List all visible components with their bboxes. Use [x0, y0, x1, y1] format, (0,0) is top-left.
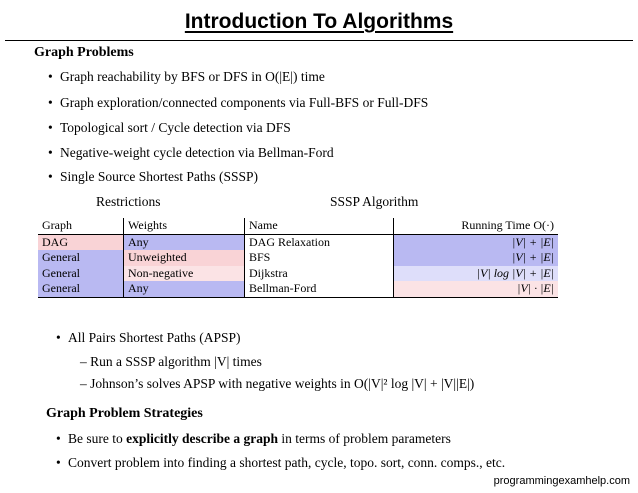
cell-weights: Unweighted [124, 250, 245, 266]
bullet-text: Single Source Shortest Paths (SSSP) [60, 169, 259, 184]
bullet-item: • Negative-weight cycle detection via Bellman-Ford [48, 145, 334, 160]
bullet-text: Topological sort / Cycle detection via DFS [60, 120, 291, 135]
table-row [38, 234, 558, 250]
bullet-item: • Convert problem into finding a shortest path, cycle, topo. sort, conn. comps., etc. [56, 455, 506, 470]
bullet-text: Graph reachability by BFS or DFS in O(|E|) time [60, 69, 325, 84]
bullet-item: • Graph reachability by BFS or DFS in O(|E|) time [48, 69, 325, 84]
bullet-text: Graph exploration/connected components via Full-BFS or Full-DFS [60, 95, 429, 110]
restrictions-caption: Restrictions [96, 194, 161, 209]
bullet-text: Negative-weight cycle detection via Bellman-Ford [60, 145, 334, 160]
cell-graph: DAG [38, 234, 124, 250]
sub-bullet-text: Johnson’s solves APSP with negative weights in O(|V|² log |V| + |V||E|) [90, 376, 475, 391]
cell-running-time: |V| + |E| [394, 234, 559, 250]
header-running-time: Running Time O(·) [394, 218, 559, 234]
table-header-row [38, 218, 558, 234]
cell-graph: General [38, 281, 124, 297]
sssp-table [38, 218, 558, 298]
bullet-item: • Be sure to explicitly describe a graph in terms of problem parameters [56, 431, 451, 446]
footer-source: programmingexamhelp.com [493, 475, 630, 487]
cell-graph: General [38, 266, 124, 282]
title-divider [5, 40, 633, 41]
cell-weights: Any [124, 234, 245, 250]
bullet-text-pre: Be sure to [68, 431, 127, 446]
table-row [38, 281, 558, 297]
cell-running-time: |V| log |V| + |E| [394, 266, 559, 282]
header-graph: Graph [38, 218, 124, 234]
apsp-bullet-text: All Pairs Shortest Paths (APSP) [68, 330, 241, 345]
bullet-item: • Single Source Shortest Paths (SSSP) [48, 169, 259, 184]
sub-bullet-text: Run a SSSP algorithm |V| times [90, 354, 262, 369]
table-row [38, 266, 558, 282]
sssp-algorithm-caption: SSSP Algorithm [330, 194, 419, 209]
table-row [38, 250, 558, 266]
cell-name: BFS [245, 250, 394, 266]
cell-graph: General [38, 250, 124, 266]
cell-name: Dijkstra [245, 266, 394, 282]
sub-bullet-item: – Run a SSSP algorithm |V| times [80, 354, 262, 369]
cell-name: Bellman-Ford [245, 281, 394, 297]
bullet-text: Convert problem into finding a shortest path, cycle, topo. sort, conn. comps., etc. [68, 455, 506, 470]
strategies-heading: Graph Problem Strategies [46, 406, 203, 421]
bullet-item: • Topological sort / Cycle detection via DFS [48, 120, 291, 135]
cell-running-time: |V| + |E| [394, 250, 559, 266]
bullet-item: • All Pairs Shortest Paths (APSP) [56, 330, 241, 345]
header-weights: Weights [124, 218, 245, 234]
cell-name: DAG Relaxation [245, 234, 394, 250]
bullet-item: • Graph exploration/connected components via Full-BFS or Full-DFS [48, 95, 429, 110]
sub-bullet-item: – Johnson’s solves APSP with negative weights in O(|V|² log |V| + |V||E|) [80, 376, 475, 391]
bullet-text-bold: explicitly describe a graph [126, 431, 278, 446]
page-title: Introduction To Algorithms [184, 10, 454, 33]
graph-problems-heading: Graph Problems [34, 45, 134, 60]
cell-running-time: |V| · |E| [394, 281, 559, 297]
bullet-text-post: in terms of problem parameters [278, 431, 451, 446]
cell-weights: Any [124, 281, 245, 297]
header-name: Name [245, 218, 394, 234]
cell-weights: Non-negative [124, 266, 245, 282]
